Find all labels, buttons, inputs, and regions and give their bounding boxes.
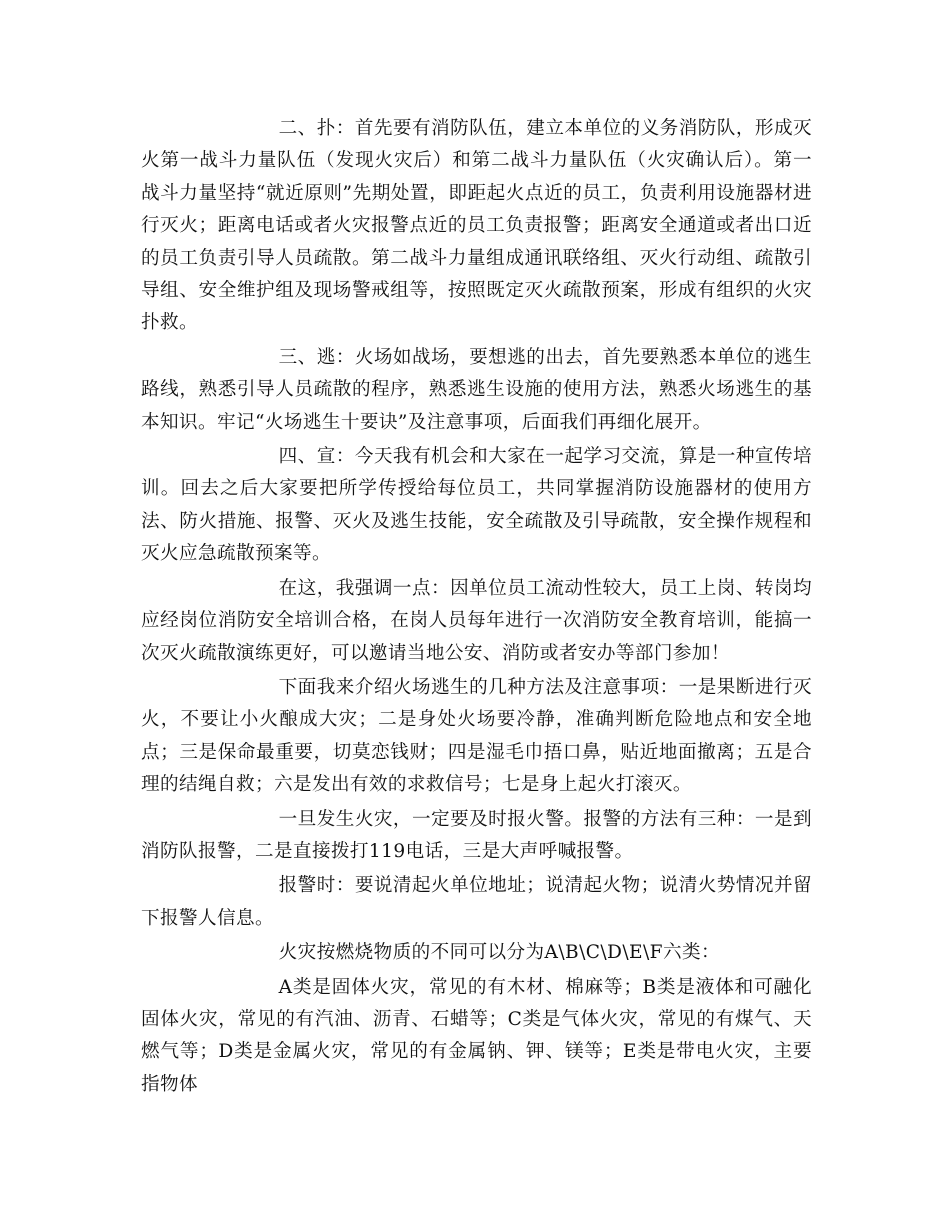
paragraph-publicize: 四、宣：今天我有机会和大家在一起学习交流，算是一种宣传培训。回去之后大家要把所学传授给每位员工，共同掌握消防设施器材的使用方法、防火措施、报警、灭火及逃生技能，安全疏散及引导疏散，安全操作规程和灭火应急疏散预案等。 xyxy=(141,446,812,565)
paragraph-extinguish: 二、扑：首先要有消防队伍，建立本单位的义务消防队，形成灭火第一战斗力量队伍（发现火灾后）和第二战斗力量队伍（火灾确认后）。第一战斗力量坚持“就近原则”先期处置，即距起火点近的员工，负责利用设施器材进行灭火；距离电话或者火灾报警点近的员工负责报警；距离安全通道或者出口近的员工负责引导人员疏散。第二战斗力量组成通讯联络组、灭火行动组、疏散引导组、安全维护组及现场警戒组等，按照既定灭火疏散预案，形成有组织的火灾扑救。 xyxy=(141,118,812,334)
paragraph-emphasis: 在这，我强调一点：因单位员工流动性较大，员工上岗、转岗均应经岗位消防安全培训合格，在岗人员每年进行一次消防安全教育培训，能搞一次灭火疏散演练更好，可以邀请当地公安、消防或者安办等部门参加！ xyxy=(141,577,812,664)
paragraph-fire-alarm: 一旦发生火灾，一定要及时报火警。报警的方法有三种：一是到消防队报警，二是直接拨打119电话，三是大声呼喊报警。 xyxy=(141,808,812,862)
document-body xyxy=(141,113,812,1101)
paragraph-alarm-details: 报警时：要说清起火单位地址；说清起火物；说清火势情况并留下报警人信息。 xyxy=(141,875,812,929)
paragraph-escape: 三、逃：火场如战场，要想逃的出去，首先要熟悉本单位的逃生路线，熟悉引导人员疏散的程序，熟悉逃生设施的使用方法，熟悉火场逃生的基本知识。牢记“火场逃生十要诀”及注意事项，后面我们再细化展开。 xyxy=(141,346,812,433)
paragraph-fire-classes: 火灾按燃烧物质的不同可以分为A\B\C\D\E\F六类： xyxy=(278,942,720,964)
paragraph-class-descriptions: A类是固体火灾，常见的有木材、棉麻等；B类是液体和可融化固体火灾，常见的有汽油、沥青、石蜡等；C类是气体火灾，常见的有煤气、天燃气等；D类是金属火灾，常见的有金属钠、钾、镁等；E类是带电火灾，主要指物体 xyxy=(141,976,812,1095)
paragraph-escape-methods: 下面我来介绍火场逃生的几种方法及注意事项：一是果断进行灭火，不要让小火酿成大灾；二是身处火场要冷静，准确判断危险地点和安全地点；三是保命最重要，切莫恋钱财；四是湿毛巾捂口鼻，贴近地面撤离；五是合理的结绳自救；六是发出有效的求救信号；七是身上起火打滚灭。 xyxy=(141,676,812,796)
